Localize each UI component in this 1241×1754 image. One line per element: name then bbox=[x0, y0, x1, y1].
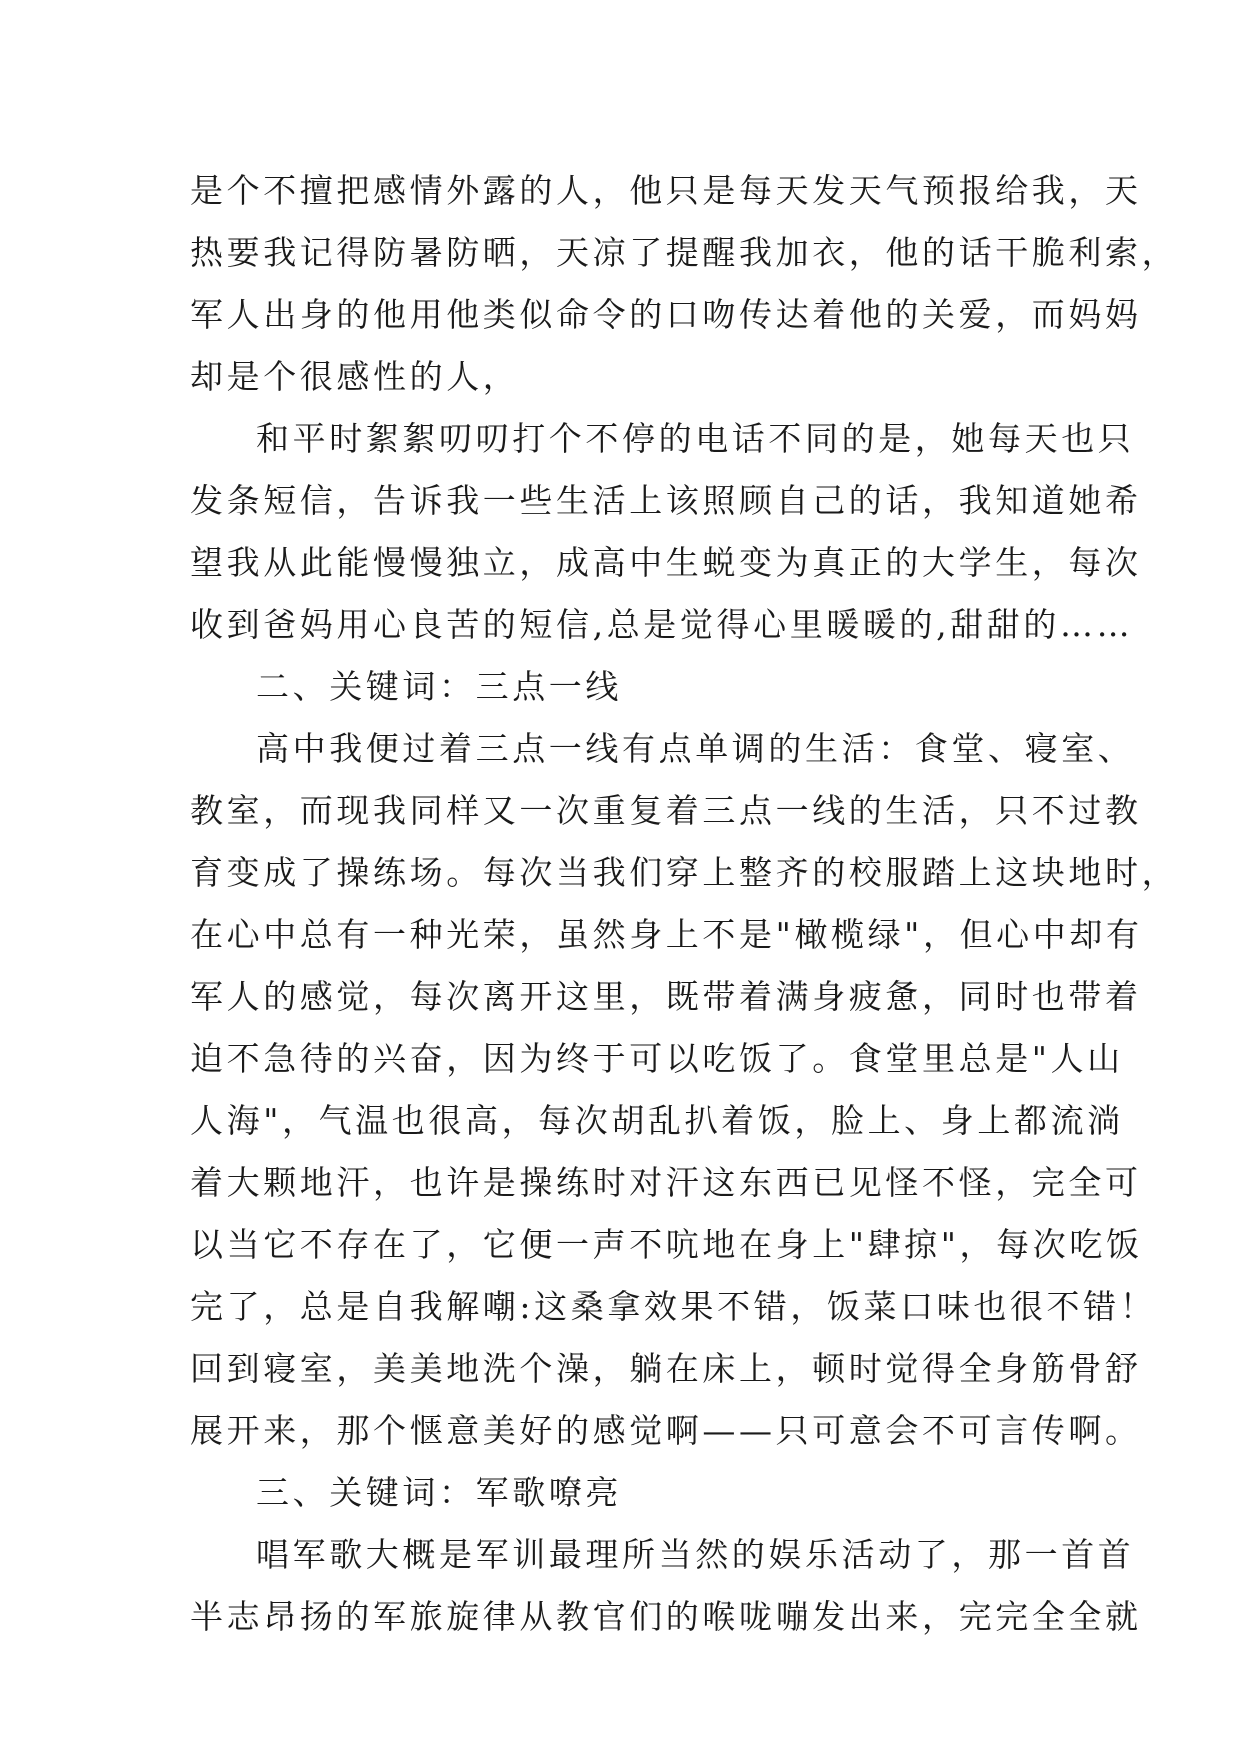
paragraph-start-line: 唱军歌大概是军训最理所当然的娱乐活动了，那一首首 bbox=[256, 1535, 1135, 1574]
text-line: 军人的感觉，每次离开这里，既带着满身疲惫，同时也带着 bbox=[190, 977, 1142, 1016]
text-line: 育变成了操练场。每次当我们穿上整齐的校服踏上这块地时， bbox=[190, 853, 1179, 892]
text-line: 军人出身的他用他类似命令的口吻传达着他的关爱，而妈妈 bbox=[190, 295, 1142, 334]
text-line: 着大颗地汗，也许是操练时对汗这东西已见怪不怪，完全可 bbox=[190, 1163, 1142, 1202]
document-body bbox=[190, 160, 1179, 1648]
text-line: 展开来，那个惬意美好的感觉啊——只可意会不可言传啊。 bbox=[190, 1411, 1142, 1450]
text-line: 发条短信，告诉我一些生活上该照顾自己的话，我知道她希 bbox=[190, 481, 1142, 520]
text-line: 热要我记得防暑防晒，天凉了提醒我加衣，他的话干脆利索， bbox=[190, 233, 1179, 272]
text-line: 教室，而现我同样又一次重复着三点一线的生活，只不过教 bbox=[190, 791, 1142, 830]
text-line: 望我从此能慢慢独立，成高中生蜕变为真正的大学生，每次 bbox=[190, 543, 1142, 582]
text-line: 以当它不存在了，它便一声不吭地在身上"肆掠"，每次吃饭 bbox=[190, 1225, 1143, 1264]
text-line: 收到爸妈用心良苦的短信,总是觉得心里暖暖的,甜甜的…… bbox=[190, 605, 1134, 644]
text-line: 回到寝室，美美地洗个澡，躺在床上，顿时觉得全身筋骨舒 bbox=[190, 1349, 1142, 1388]
text-line: 人海"，气温也很高，每次胡乱扒着饭，脸上、身上都流淌 bbox=[190, 1101, 1124, 1140]
text-line: 完了，总是自我解嘲:这桑拿效果不错，饭菜口味也很不错！ bbox=[190, 1287, 1157, 1326]
text-line: 半志昂扬的军旅旋律从教官们的喉咙嘣发出来，完完全全就 bbox=[190, 1597, 1142, 1636]
section-heading: 三、关键词：军歌嘹亮 bbox=[256, 1473, 622, 1512]
paragraph-start-line: 高中我便过着三点一线有点单调的生活：食堂、寝室、 bbox=[256, 729, 1135, 768]
text-line: 是个不擅把感情外露的人，他只是每天发天气预报给我，天 bbox=[190, 171, 1142, 210]
text-line: 迫不急待的兴奋，因为终于可以吃饭了。食堂里总是"人山 bbox=[190, 1039, 1124, 1078]
section-heading: 二、关键词：三点一线 bbox=[256, 667, 622, 706]
text-line: 在心中总有一种光荣，虽然身上不是"橄榄绿"，但心中却有 bbox=[190, 915, 1143, 954]
paragraph-start-line: 和平时絮絮叨叨打个不停的电话不同的是，她每天也只 bbox=[256, 419, 1135, 458]
text-line: 却是个很感性的人， bbox=[190, 357, 520, 396]
